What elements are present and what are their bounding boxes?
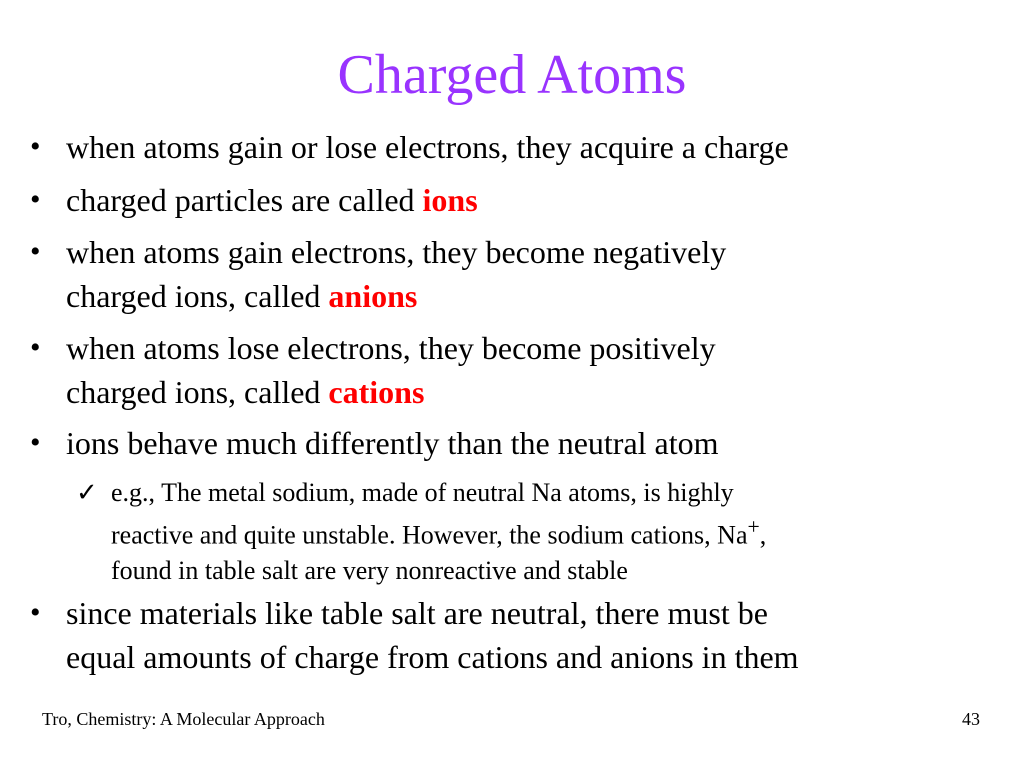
bullet-text: when atoms lose electrons, they become positively bbox=[66, 330, 716, 366]
bullet-icon: • bbox=[30, 331, 41, 364]
sub-bullet-text: , bbox=[759, 520, 767, 550]
checkmark-icon: ✓ bbox=[76, 478, 98, 507]
key-term: anions bbox=[328, 278, 418, 314]
sub-bullet-text: found in table salt are very nonreactive and stable bbox=[111, 555, 628, 585]
bullet-text: when atoms gain electrons, they become negatively bbox=[66, 234, 727, 270]
sub-bullet-text: e.g., The metal sodium, made of neutral Na atoms, is highly bbox=[111, 478, 734, 507]
bullet-text: when atoms gain or lose electrons, they acquire a charge bbox=[66, 129, 789, 165]
page-number: 43 bbox=[962, 709, 980, 729]
key-term: ions bbox=[422, 182, 478, 218]
slide-title: Charged Atoms bbox=[337, 44, 687, 106]
bullet-icon: • bbox=[30, 130, 41, 163]
bullet-icon: • bbox=[30, 183, 41, 216]
bullet-text: since materials like table salt are neutral, there must be bbox=[66, 595, 768, 631]
bullet-text: charged particles are called bbox=[66, 182, 423, 218]
sub-bullet-text: reactive and quite unstable. However, the sodium cations, Na bbox=[111, 520, 748, 550]
bullet-icon: • bbox=[30, 235, 41, 268]
key-term: cations bbox=[328, 374, 425, 410]
bullet-icon: • bbox=[30, 596, 41, 629]
bullet-icon: • bbox=[30, 426, 41, 459]
bullet-text: charged ions, called bbox=[66, 374, 329, 410]
bullet-text: equal amounts of charge from cations and anions in them bbox=[66, 639, 799, 675]
bullet-text: ions behave much differently than the neutral atom bbox=[66, 425, 719, 461]
footer-source: Tro, Chemistry: A Molecular Approach bbox=[42, 709, 325, 729]
superscript-charge: + bbox=[747, 515, 760, 539]
bullet-text: charged ions, called bbox=[66, 278, 329, 314]
